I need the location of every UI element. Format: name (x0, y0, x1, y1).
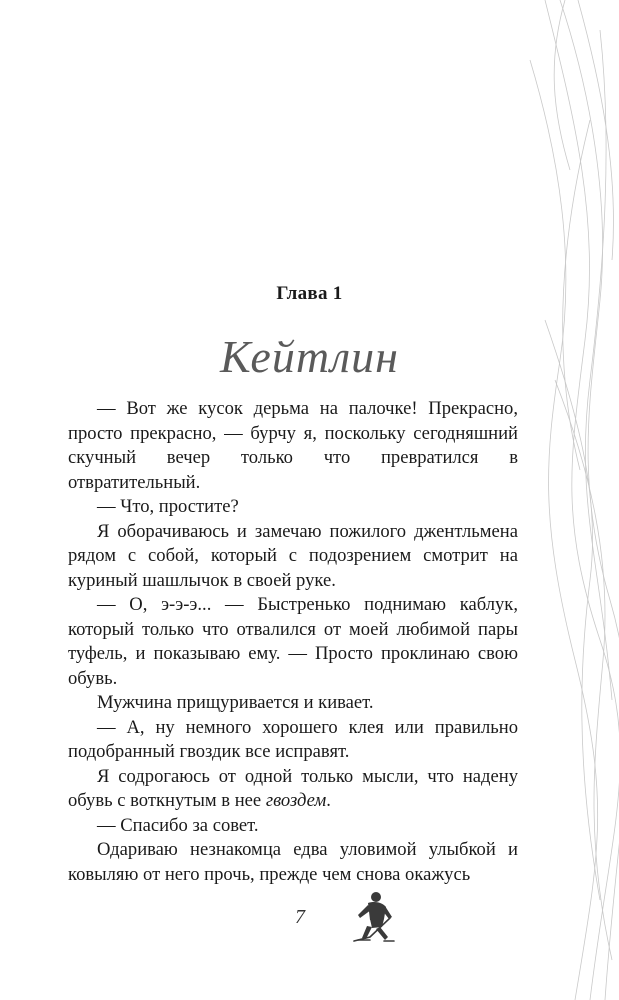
paragraph: Одариваю незнакомца едва уловимой улыбкой и ковыляю от него прочь, прежде чем снова окажусь (68, 839, 518, 885)
paragraph: Мужчина прищуривается и кивает. (97, 692, 374, 713)
paragraph: — О, э-э-э... — Быстренько поднимаю каблук, который только что отвалился от моей любимой пары туфель, и показываю ему. — Просто проклинаю свою обувь. (68, 594, 518, 689)
paragraph: Я содрогаюсь от одной только мысли, что надену обувь с воткнутым в нее гвоздем. (68, 765, 518, 811)
paragraph: — Что, простите? (97, 496, 239, 517)
emphasis-text: гвоздем (265, 790, 327, 811)
hockey-player-icon (340, 889, 402, 947)
paragraph: — А, ну немного хорошего клея или правильно подобранный гвоздик все исправят. (68, 716, 518, 762)
page-number: 7 (295, 906, 305, 928)
chapter-name: Кейтлин (220, 331, 399, 382)
paragraph: Я оборачиваюсь и замечаю пожилого джентльмена рядом с собой, который с подозрением смотрит на куриный шашлычок в своей руке. (68, 520, 518, 591)
chapter-heading: Глава 1 (276, 283, 343, 304)
paragraph: — Спасибо за совет. (97, 814, 259, 836)
chapter-body (68, 397, 518, 887)
paragraph: — Вот же кусок дерьма на палочке! Прекрасно, просто прекрасно, — бурчу я, поскольку сегодняшний скучный вечер только что превратился в отвратительный. (68, 398, 518, 493)
